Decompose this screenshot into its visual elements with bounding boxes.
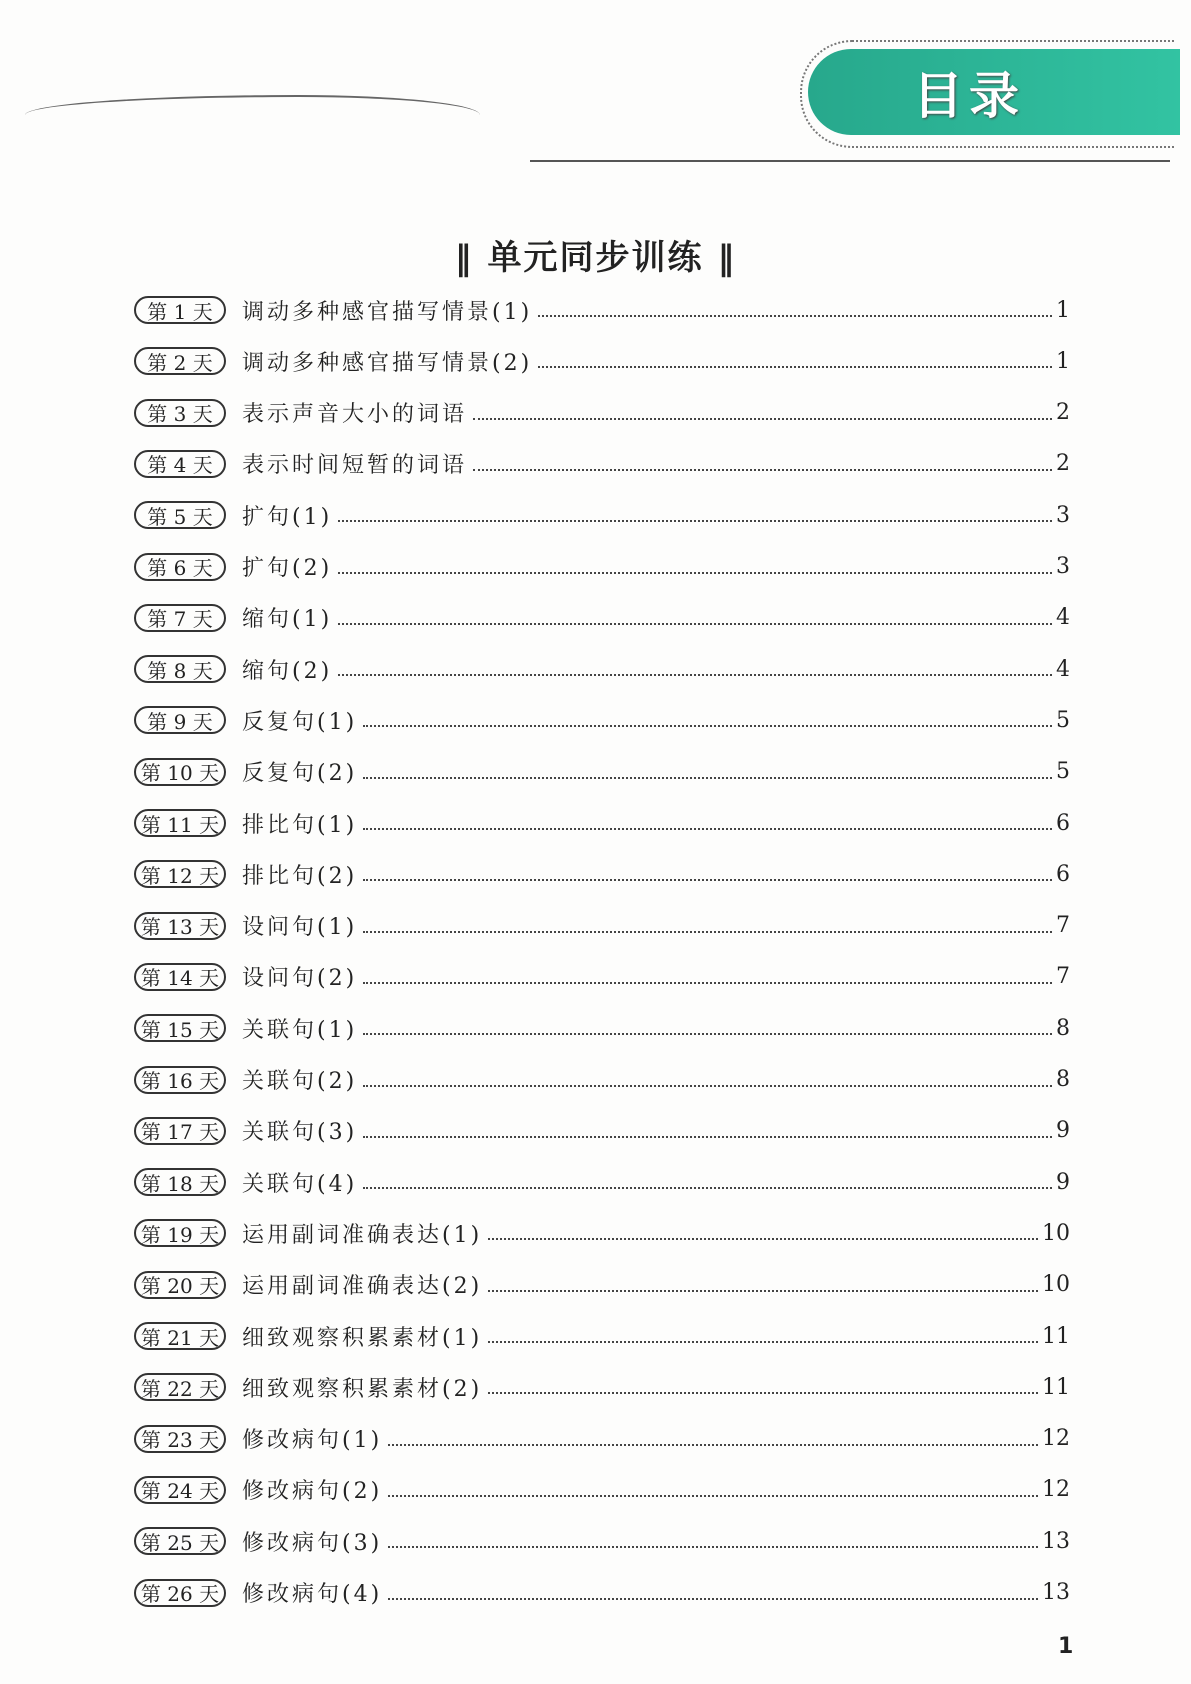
dot-leader xyxy=(488,1341,1038,1343)
day-badge: 第 19 天 xyxy=(134,1219,226,1247)
toc-entry[interactable] xyxy=(134,1165,1070,1199)
day-badge: 第 5 天 xyxy=(134,501,226,529)
toc-entry[interactable] xyxy=(134,1063,1070,1097)
entry-page: 3 xyxy=(1056,554,1070,579)
entry-page: 1 xyxy=(1056,297,1070,323)
entry-title: 扩句(2) xyxy=(242,556,333,581)
entry-page: 13 xyxy=(1042,1580,1070,1605)
entry-page: 8 xyxy=(1056,1015,1070,1041)
entry-page: 1 xyxy=(1056,348,1070,374)
entry-page: 12 xyxy=(1042,1426,1070,1452)
entry-title: 细致观察积累素材(2) xyxy=(242,1376,483,1402)
entry-title: 设问句(2) xyxy=(242,966,358,992)
page-number: 1 xyxy=(1058,1634,1074,1659)
entry-title: 细致观察积累素材(1) xyxy=(242,1325,483,1351)
day-badge: 第 2 天 xyxy=(134,347,226,375)
entry-title: 排比句(2) xyxy=(242,863,358,889)
entry-page: 9 xyxy=(1056,1169,1070,1195)
entry-page: 6 xyxy=(1056,861,1070,887)
toc-entry[interactable] xyxy=(134,960,1070,994)
entry-title: 反复句(2) xyxy=(242,761,358,787)
dot-leader xyxy=(538,366,1052,368)
dot-leader xyxy=(538,315,1052,317)
day-badge: 第 13 天 xyxy=(134,912,226,940)
dot-leader xyxy=(338,520,1052,522)
dot-leader xyxy=(488,1238,1038,1240)
dot-leader xyxy=(473,418,1052,420)
entry-title: 修改病句(4) xyxy=(242,1582,383,1607)
dot-leader xyxy=(488,1392,1038,1394)
section-title: ‖ 单元同步训练 ‖ xyxy=(454,238,737,278)
dot-leader xyxy=(488,1290,1038,1292)
entry-page: 9 xyxy=(1056,1118,1070,1144)
entry-title: 运用副词准确表达(1) xyxy=(242,1222,483,1248)
day-badge: 第 3 天 xyxy=(134,399,226,427)
day-badge: 第 6 天 xyxy=(134,553,226,581)
day-badge: 第 16 天 xyxy=(134,1066,226,1094)
entry-title: 设问句(1) xyxy=(242,915,358,941)
entry-page: 11 xyxy=(1042,1374,1070,1400)
entry-title: 扩句(1) xyxy=(242,504,333,530)
entry-page: 8 xyxy=(1056,1067,1070,1092)
entry-page: 3 xyxy=(1056,502,1070,528)
dot-leader xyxy=(363,982,1052,984)
dot-leader xyxy=(363,931,1052,933)
decorative-line xyxy=(25,95,480,115)
day-badge: 第 18 天 xyxy=(134,1168,226,1196)
header-title: 目录 xyxy=(913,67,1025,125)
entry-page: 6 xyxy=(1056,810,1070,836)
day-badge: 第 22 天 xyxy=(134,1373,226,1401)
day-badge: 第 21 天 xyxy=(134,1322,226,1350)
entry-page: 10 xyxy=(1042,1220,1070,1246)
entry-page: 5 xyxy=(1056,707,1070,733)
entry-title: 排比句(1) xyxy=(242,812,358,838)
entry-page: 7 xyxy=(1056,913,1070,939)
toc-entry[interactable] xyxy=(134,1473,1070,1507)
entry-title: 运用副词准确表达(2) xyxy=(242,1274,483,1300)
day-badge: 第 8 天 xyxy=(134,655,226,683)
entry-title: 关联句(2) xyxy=(242,1069,358,1094)
dot-leader xyxy=(388,1495,1038,1497)
toc-entry[interactable] xyxy=(134,1370,1070,1404)
day-badge: 第 14 天 xyxy=(134,963,226,991)
toc-entry[interactable] xyxy=(134,447,1070,481)
toc-entry[interactable] xyxy=(134,498,1070,532)
dot-leader xyxy=(363,1187,1052,1189)
day-badge: 第 1 天 xyxy=(134,296,226,324)
day-badge: 第 17 天 xyxy=(134,1117,226,1145)
day-badge: 第 4 天 xyxy=(134,450,226,478)
entry-page: 4 xyxy=(1056,656,1070,682)
toc-entry[interactable] xyxy=(134,293,1070,327)
dot-leader xyxy=(363,1085,1052,1087)
toc-entry[interactable] xyxy=(134,1576,1070,1610)
entry-title: 关联句(3) xyxy=(242,1120,358,1146)
entry-page: 2 xyxy=(1056,400,1070,426)
dot-leader xyxy=(363,1136,1052,1138)
day-badge: 第 9 天 xyxy=(134,706,226,734)
header-banner xyxy=(808,49,1180,135)
dot-leader xyxy=(338,674,1052,676)
toc-entry[interactable] xyxy=(134,1319,1070,1353)
toc-entry[interactable] xyxy=(134,550,1070,584)
day-badge: 第 12 天 xyxy=(134,860,226,888)
toc-entry[interactable] xyxy=(134,703,1070,737)
toc-entry[interactable] xyxy=(134,806,1070,840)
entry-page: 10 xyxy=(1042,1272,1070,1298)
day-badge: 第 11 天 xyxy=(134,809,226,837)
dot-leader xyxy=(363,1033,1052,1035)
entry-title: 表示声音大小的词语 xyxy=(242,402,468,428)
dot-leader xyxy=(388,1444,1038,1446)
toc-entry[interactable] xyxy=(134,652,1070,686)
toc-entry[interactable] xyxy=(134,1114,1070,1148)
day-badge: 第 15 天 xyxy=(134,1014,226,1042)
entry-title: 调动多种感官描写情景(2) xyxy=(242,350,533,376)
entry-page: 13 xyxy=(1042,1528,1070,1554)
toc-entry[interactable] xyxy=(134,1524,1070,1558)
toc-entry[interactable] xyxy=(134,344,1070,378)
day-badge: 第 7 天 xyxy=(134,604,226,632)
entry-page: 11 xyxy=(1042,1323,1070,1349)
day-badge: 第 23 天 xyxy=(134,1425,226,1453)
dot-leader xyxy=(363,828,1052,830)
entry-title: 修改病句(1) xyxy=(242,1428,383,1454)
entry-page: 4 xyxy=(1056,605,1070,631)
dot-leader xyxy=(388,1598,1038,1600)
toc-entry[interactable] xyxy=(134,909,1070,943)
entry-title: 反复句(1) xyxy=(242,709,358,735)
day-badge: 第 10 天 xyxy=(134,758,226,786)
toc-entry[interactable] xyxy=(134,1422,1070,1456)
dot-leader xyxy=(338,572,1052,574)
dot-leader xyxy=(363,725,1052,727)
header-underline xyxy=(530,160,1170,162)
dot-leader xyxy=(363,879,1052,881)
toc-entry[interactable] xyxy=(134,1216,1070,1250)
dot-leader xyxy=(388,1546,1038,1548)
entry-title: 缩句(2) xyxy=(242,658,333,684)
entry-title: 表示时间短暂的词语 xyxy=(242,453,468,479)
toc-entry[interactable] xyxy=(134,1268,1070,1302)
entry-title: 关联句(1) xyxy=(242,1017,358,1043)
dot-leader xyxy=(473,469,1052,471)
entry-title: 修改病句(2) xyxy=(242,1479,383,1505)
dot-leader xyxy=(363,777,1052,779)
entry-title: 调动多种感官描写情景(1) xyxy=(242,299,533,325)
entry-title: 缩句(1) xyxy=(242,607,333,633)
entry-page: 2 xyxy=(1056,451,1070,477)
dot-leader xyxy=(338,623,1052,625)
toc-entry[interactable] xyxy=(134,396,1070,430)
toc-entry[interactable] xyxy=(134,755,1070,789)
toc-entry[interactable] xyxy=(134,857,1070,891)
toc-entry[interactable] xyxy=(134,601,1070,635)
entry-page: 5 xyxy=(1056,759,1070,785)
entry-page: 7 xyxy=(1056,964,1070,990)
day-badge: 第 25 天 xyxy=(134,1527,226,1555)
day-badge: 第 24 天 xyxy=(134,1476,226,1504)
entry-title: 关联句(4) xyxy=(242,1171,358,1197)
entry-title: 修改病句(3) xyxy=(242,1530,383,1556)
day-badge: 第 26 天 xyxy=(134,1579,226,1607)
day-badge: 第 20 天 xyxy=(134,1271,226,1299)
entry-page: 12 xyxy=(1042,1477,1070,1503)
toc-entry[interactable] xyxy=(134,1011,1070,1045)
